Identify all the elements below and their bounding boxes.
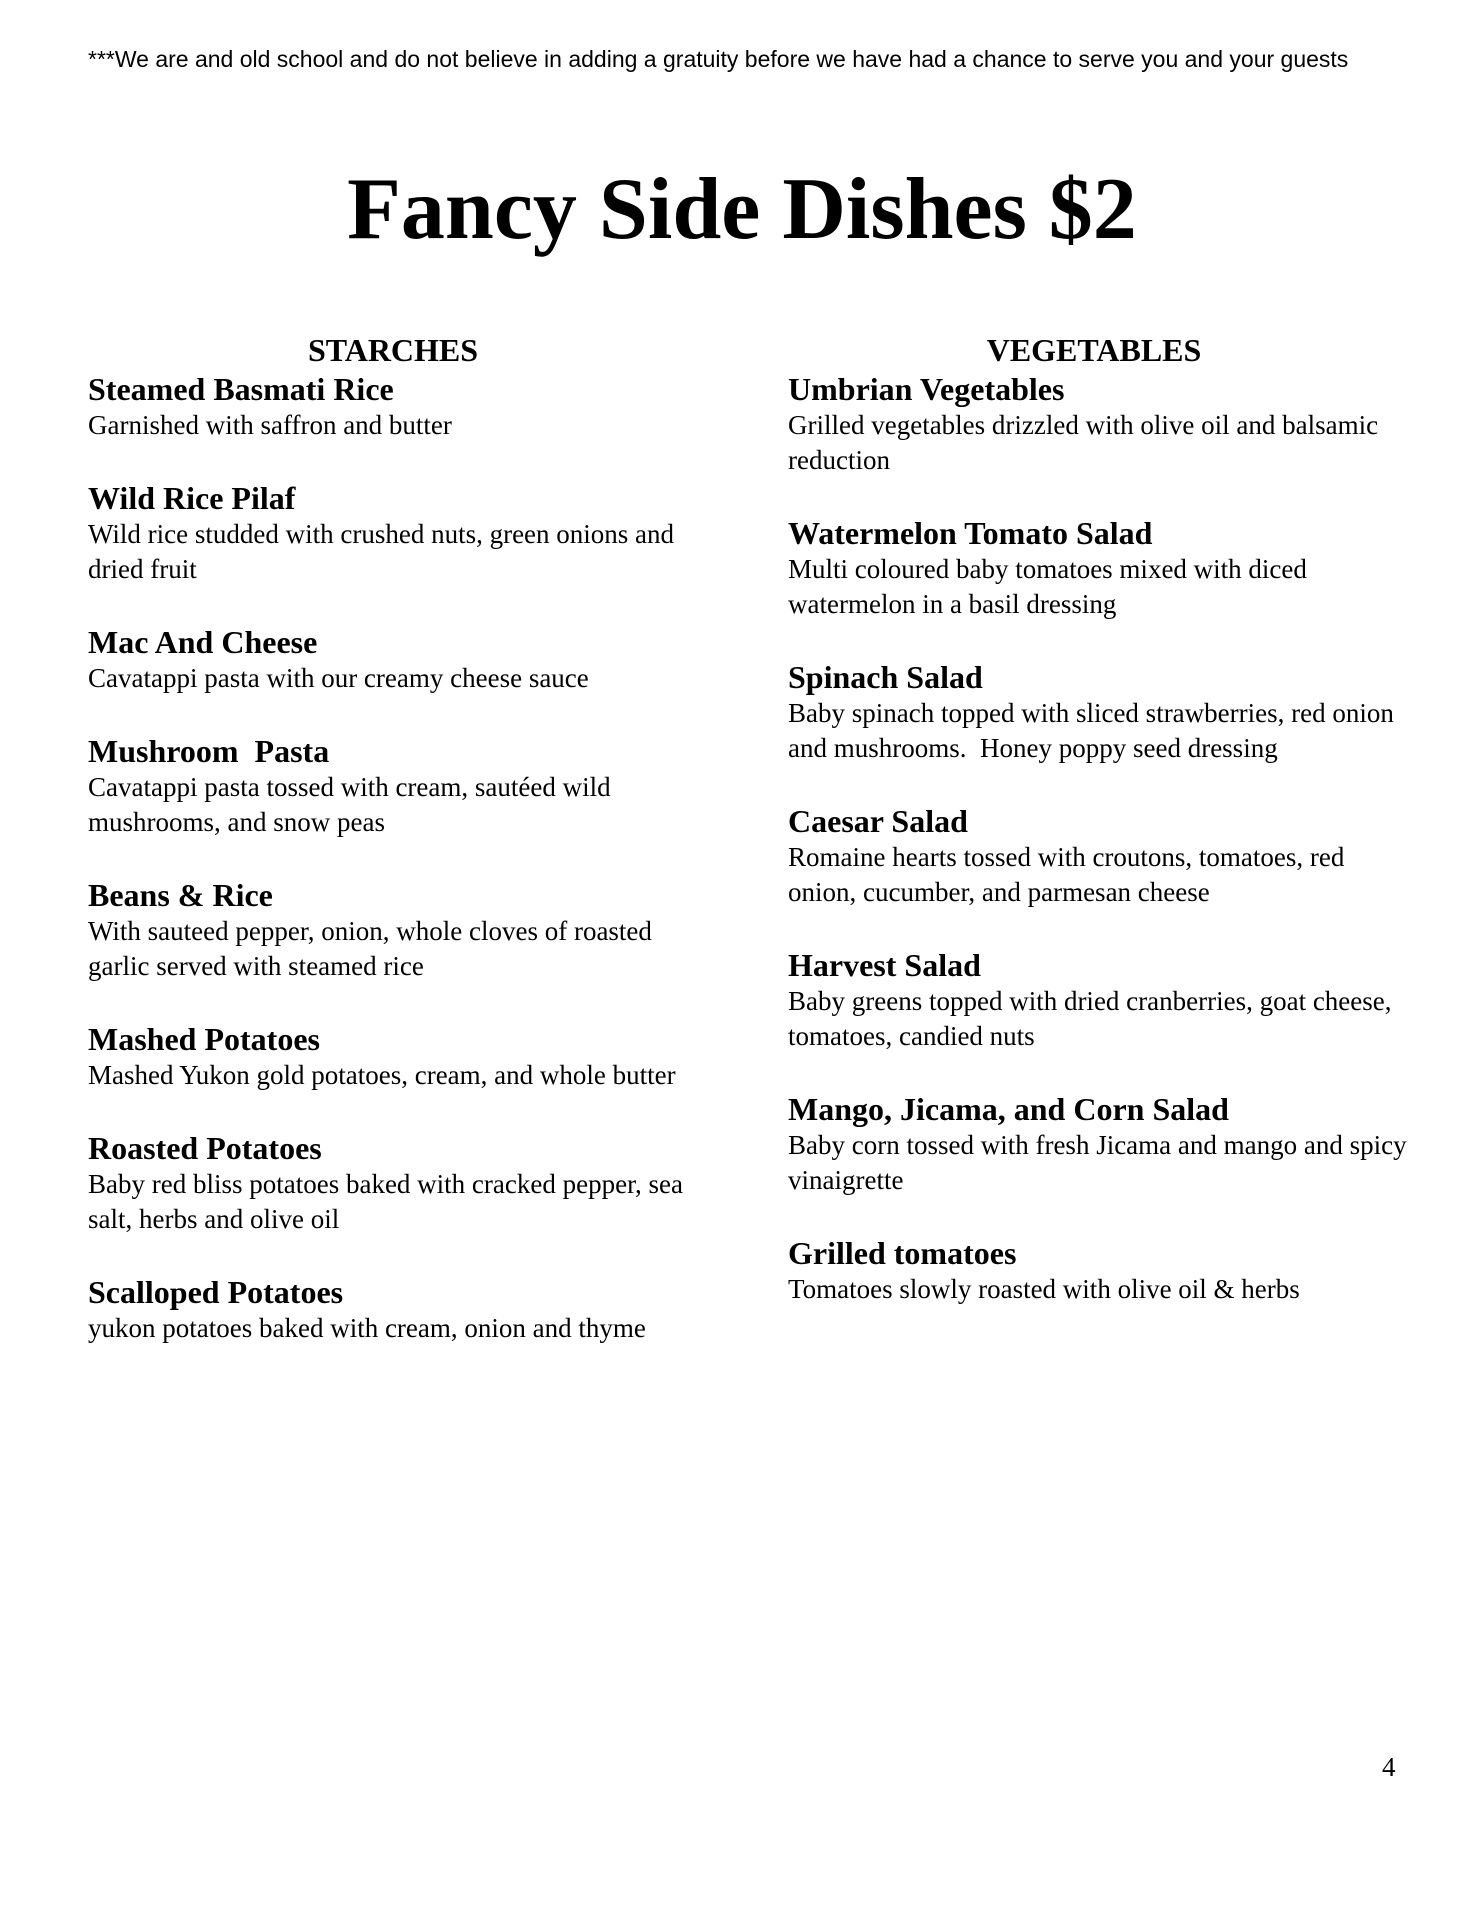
dish-description: With sauteed pepper, onion, whole cloves of roasted garlic served with steamed rice: [88, 916, 652, 981]
dish-item: [88, 1273, 708, 1346]
dish-name: Grilled tomatoes: [788, 1235, 1017, 1271]
dish-description: Garnished with saffron and butter: [88, 410, 452, 440]
dish-description: Wild rice studded with crushed nuts, green onions and dried fruit: [88, 519, 675, 584]
dish-name: Wild Rice Pilaf: [88, 480, 296, 516]
page-title: Fancy Side Dishes $2: [347, 161, 1137, 258]
dish-item: [788, 1234, 1408, 1307]
dish-name: Mushroom Pasta: [88, 733, 330, 769]
dish-item: [788, 946, 1408, 1054]
vegetables-heading: VEGETABLES: [986, 332, 1202, 368]
page-number: 4: [1382, 1752, 1396, 1782]
dish-name: Mango, Jicama, and Corn Salad: [788, 1091, 1229, 1127]
dish-item: [88, 623, 708, 696]
dish-name: Mashed Potatoes: [88, 1021, 320, 1057]
dish-item: [88, 479, 708, 587]
dish-description: Multi coloured baby tomatoes mixed with diced watermelon in a basil dressing: [788, 554, 1307, 619]
dish-item: [788, 370, 1408, 478]
dish-item: [788, 658, 1408, 766]
dish-item: [788, 802, 1408, 910]
dish-item: [788, 514, 1408, 622]
dish-name: Roasted Potatoes: [88, 1130, 322, 1166]
dish-description: yukon potatoes baked with cream, onion and thyme: [88, 1313, 646, 1343]
dish-item: [788, 1090, 1408, 1198]
dish-item: [88, 1020, 708, 1093]
dish-description: Grilled vegetables drizzled with olive oil and balsamic reduction: [788, 410, 1379, 475]
dish-description: Cavatappi pasta tossed with cream, sautéed wild mushrooms, and snow peas: [88, 772, 611, 837]
vegetables-column: [788, 330, 1408, 1343]
starches-column: [88, 330, 708, 1382]
dish-name: Scalloped Potatoes: [88, 1274, 344, 1310]
dish-name: Umbrian Vegetables: [788, 371, 1065, 407]
starches-heading: STARCHES: [307, 332, 479, 368]
dish-description: Baby corn tossed with fresh Jicama and mango and spicy vinaigrette: [788, 1130, 1407, 1195]
dish-description: Baby spinach topped with sliced strawberries, red onion and mushrooms. Honey poppy seed dressing: [788, 698, 1401, 763]
dish-name: Watermelon Tomato Salad: [788, 515, 1153, 551]
dish-name: Caesar Salad: [788, 803, 968, 839]
gratuity-note: ***We are and old school and do not believe in adding a gratuity before we have had a chance to serve you and your guests: [88, 46, 1349, 72]
dish-name: Harvest Salad: [788, 947, 981, 983]
dish-name: Steamed Basmati Rice: [88, 371, 394, 407]
dish-name: Beans & Rice: [88, 877, 273, 913]
dish-item: [88, 1129, 708, 1237]
dish-item: [88, 370, 708, 443]
dish-item: [88, 876, 708, 984]
dish-name: Mac And Cheese: [88, 624, 318, 660]
dish-description: Baby greens topped with dried cranberries, goat cheese, tomatoes, candied nuts: [788, 986, 1392, 1051]
dish-description: Mashed Yukon gold potatoes, cream, and whole butter: [88, 1060, 676, 1090]
dish-item: [88, 732, 708, 840]
dish-name: Spinach Salad: [788, 659, 983, 695]
dish-description: Romaine hearts tossed with croutons, tomatoes, red onion, cucumber, and parmesan cheese: [788, 842, 1345, 907]
dish-description: Cavatappi pasta with our creamy cheese sauce: [88, 663, 589, 693]
dish-description: Tomatoes slowly roasted with olive oil & herbs: [788, 1274, 1300, 1304]
dish-description: Baby red bliss potatoes baked with cracked pepper, sea salt, herbs and olive oil: [88, 1169, 683, 1234]
